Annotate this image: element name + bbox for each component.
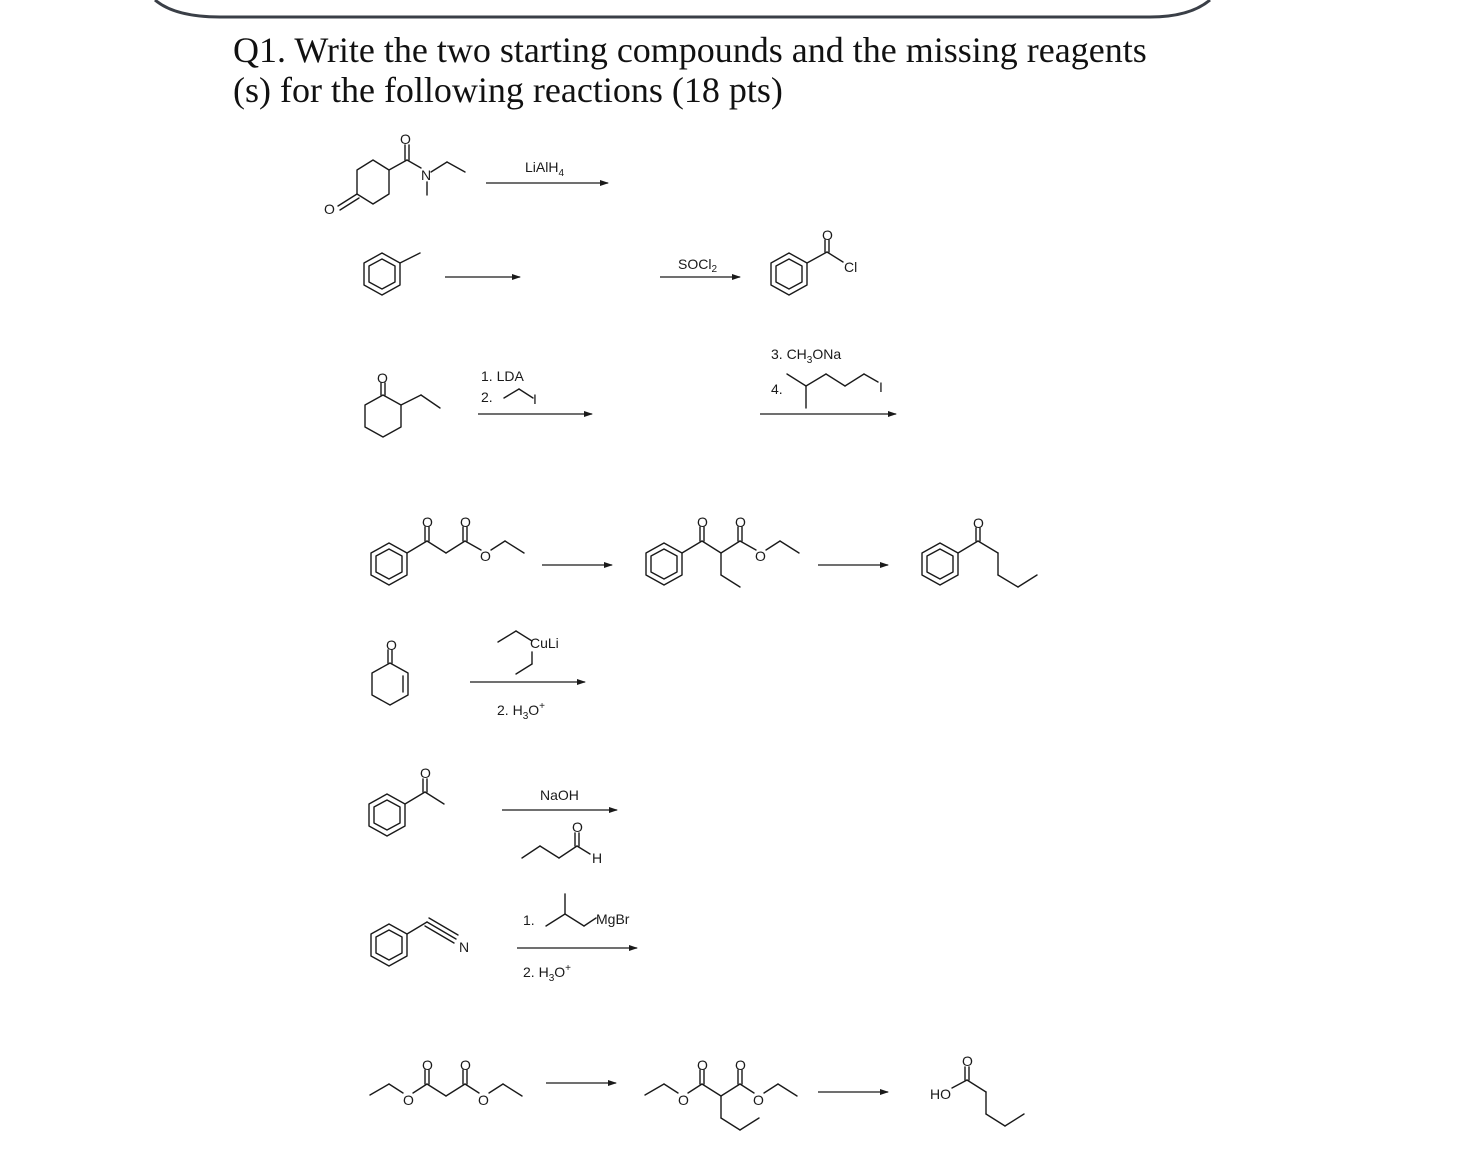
atom-o: O — [572, 819, 583, 835]
molecule-alkylated-ketoester — [646, 514, 799, 587]
reaction-8 — [370, 1053, 1024, 1130]
atom-n: N — [459, 939, 470, 955]
molecule-toluene — [364, 253, 420, 295]
atom-o: O — [697, 514, 708, 530]
atom-o: O — [973, 515, 984, 531]
atom-o: O — [420, 765, 431, 781]
atom-o: O — [422, 514, 433, 530]
molecule-acetophenone — [369, 765, 444, 836]
reagent-step-1: 1. — [523, 912, 535, 928]
atom-n: N — [421, 167, 432, 183]
atom-o: O — [377, 370, 388, 386]
molecule-diethyl-malonate — [370, 1057, 522, 1108]
reagent-step-2: 2. $H_3O^+$ — [523, 963, 571, 984]
reaction-5 — [372, 631, 585, 722]
atom-i: I — [879, 379, 883, 395]
atom-o: O — [324, 201, 335, 217]
atom-o: O — [822, 227, 833, 243]
reaction-1 — [324, 131, 608, 217]
reaction-3 — [365, 346, 896, 437]
atom-o: O — [753, 1092, 764, 1108]
reagent-label: LiAlH$_4$ — [525, 159, 565, 179]
reagent-step-2: 2. $H_3O^+$ — [497, 701, 545, 722]
atom-o: O — [735, 1057, 746, 1073]
reagent-step-4: 4. — [771, 381, 783, 397]
atom-o: O — [422, 1057, 433, 1073]
molecule-cyclohexenone — [372, 637, 408, 705]
reagent-culi: CuLi — [530, 635, 559, 651]
reagent-label: NaOH — [540, 787, 579, 803]
atom-o: O — [460, 1057, 471, 1073]
molecule-pentanoic-acid — [930, 1053, 1024, 1126]
atom-o: O — [400, 131, 411, 147]
molecule-butanal — [522, 819, 602, 866]
reaction-2 — [364, 227, 857, 295]
atom-o: O — [478, 1092, 489, 1108]
reaction-6 — [369, 765, 617, 866]
atom-o: O — [403, 1092, 414, 1108]
atom-o: O — [735, 514, 746, 530]
molecule-cuprate — [498, 631, 559, 674]
atom-cl: Cl — [844, 259, 858, 275]
molecule-ethyl-iodide — [504, 389, 537, 407]
molecule-benzoylacetate — [371, 514, 524, 585]
reaction-7 — [371, 894, 637, 984]
molecule-2-ethylcyclohexanone — [365, 370, 440, 437]
atom-o: O — [460, 514, 471, 530]
molecule-butyrophenone — [922, 515, 1037, 587]
atom-h: H — [592, 850, 603, 866]
molecule-benzoyl-chloride — [771, 227, 857, 295]
atom-o: O — [386, 637, 397, 653]
atom-i: I — [533, 391, 537, 407]
reagent-step-3: 3. $CH_3ONa$ — [771, 346, 842, 366]
question-line-2: (s) for the following reactions (18 pts) — [233, 70, 783, 110]
molecule-phenylacetonitrile — [371, 918, 469, 966]
atom-ho: HO — [930, 1086, 951, 1102]
molecule-alkyl-iodide — [787, 374, 883, 408]
reagent-mgbr: MgBr — [596, 911, 630, 927]
molecule-propylmalonate — [645, 1057, 797, 1130]
atom-o: O — [480, 548, 491, 564]
reagent-step-2: 2. — [481, 389, 493, 405]
atom-o: O — [678, 1092, 689, 1108]
molecule-ketone-amide — [324, 131, 465, 217]
question-line-1: Q1. Write the two starting compounds and the missing reagents — [233, 30, 1147, 70]
reagent-label: SOCl$_2$ — [678, 256, 718, 275]
reagent-step-1: 1. LDA — [481, 368, 524, 384]
reaction-4 — [371, 514, 1037, 587]
atom-o: O — [697, 1057, 708, 1073]
atom-o: O — [755, 548, 766, 564]
molecule-grignard — [546, 894, 630, 927]
atom-o: O — [962, 1053, 973, 1069]
